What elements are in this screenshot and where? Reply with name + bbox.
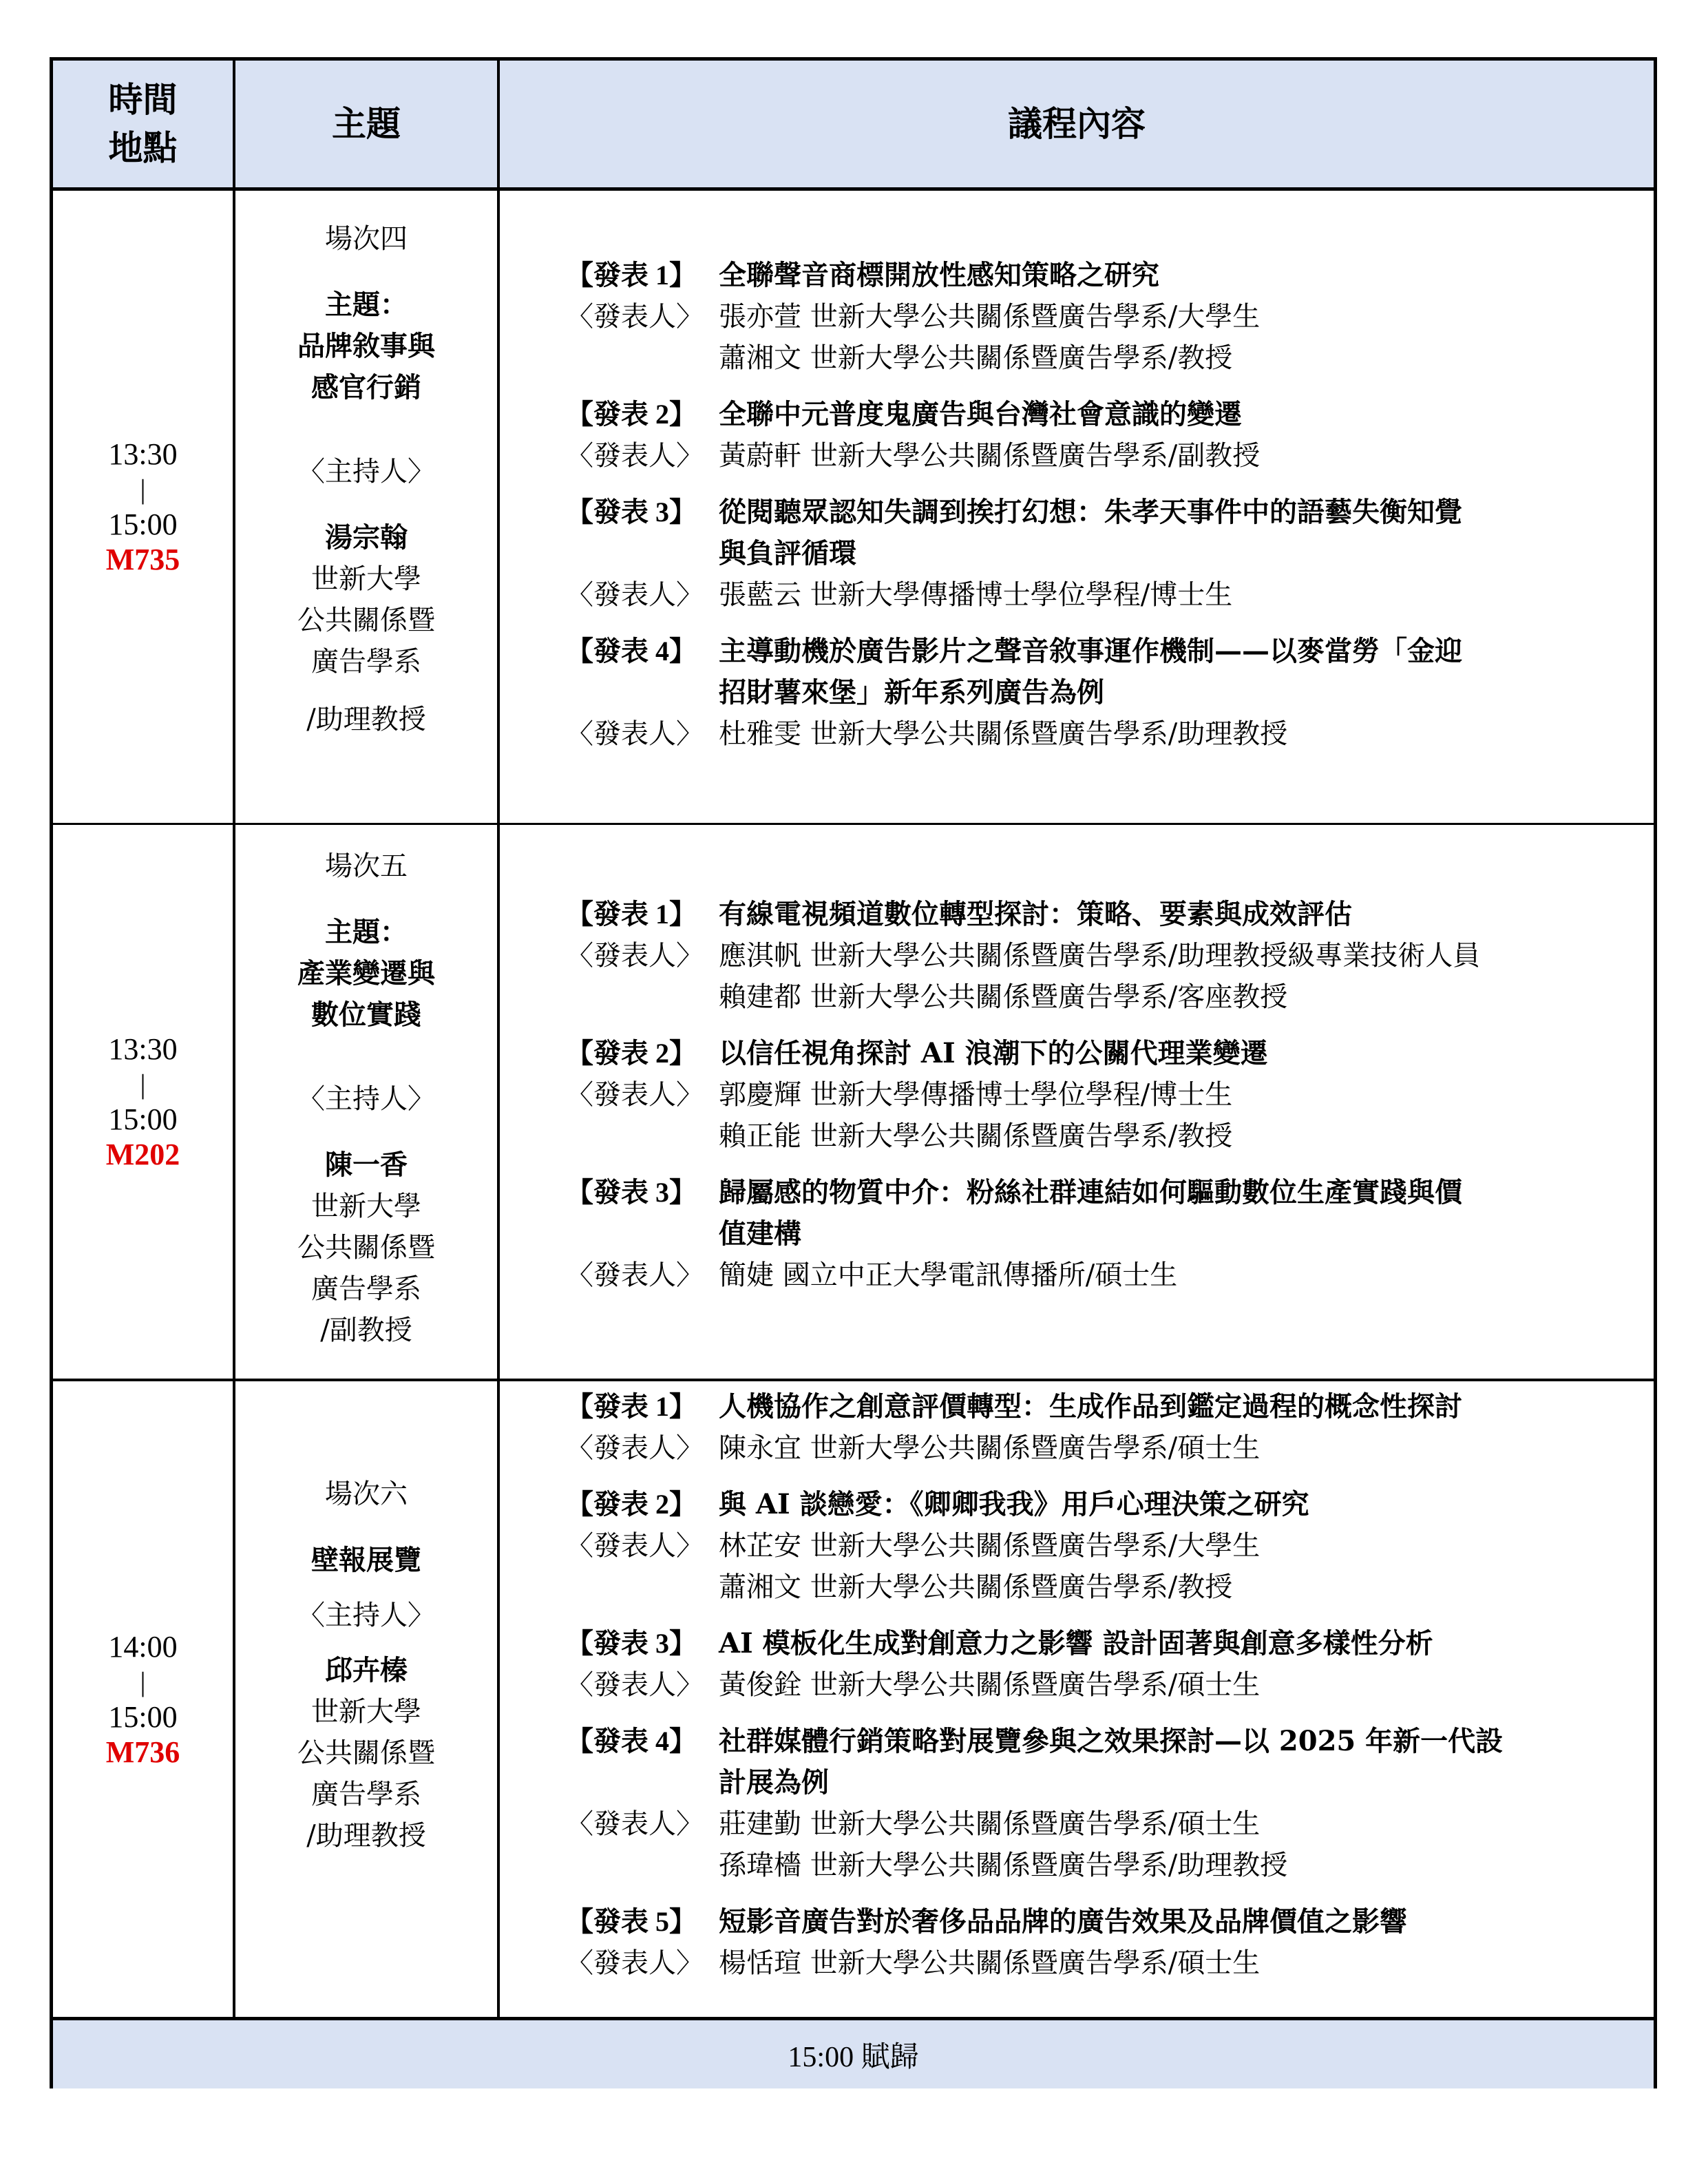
room-number: M735 [105, 543, 180, 576]
presentation-item [566, 255, 1708, 379]
end-time: 15:00 [108, 1699, 178, 1734]
presenter-label: 〈發表人〉 [566, 579, 704, 610]
session-agenda [566, 255, 1708, 770]
presentation-title: 社群媒體行銷策略對展覽參與之效果探討—以 2025 年新一代設 [719, 1725, 1504, 1757]
presentation-item [566, 1901, 1708, 1984]
presentation-tag: 【發表 2】 [566, 399, 697, 430]
presentation-item [566, 394, 1708, 477]
presentation-title: 短影音廣告對於奢侈品品牌的廣告效果及品牌價值之影響 [719, 1905, 1407, 1938]
presentation-item [566, 1484, 1708, 1608]
presentation-tag: 【發表 3】 [566, 1177, 697, 1208]
room-number: M202 [105, 1138, 180, 1171]
time-separator: | [140, 1069, 146, 1100]
presenter: 黃俊銓 世新大學公共關係暨廣告學系/碩士生 [719, 1669, 1261, 1701]
end-time: 15:00 [108, 507, 178, 541]
header-place-label: 地點 [108, 128, 178, 168]
start-time: 13:30 [108, 1032, 178, 1066]
presentation-tag: 【發表 2】 [566, 1489, 697, 1520]
session-label: 場次四 [325, 223, 408, 255]
presentation-title-cont: 招財薯來堡」新年系列廣告為例 [719, 676, 1104, 709]
presentation-tag: 【發表 1】 [566, 899, 697, 930]
session-topic [235, 825, 497, 1351]
presenter: 應淇帆 世新大學公共關係暨廣告學系/助理教授級專業技術人員 [719, 940, 1481, 972]
presenter-label: 〈發表人〉 [566, 1669, 704, 1700]
presentation-tag: 【發表 1】 [566, 260, 697, 291]
presenter-label: 〈發表人〉 [566, 440, 704, 471]
topic-label: 主題： [325, 916, 408, 948]
host-affiliation: 公共關係暨 [297, 605, 435, 636]
presentation-item [566, 1033, 1708, 1157]
presentation-item [566, 631, 1708, 755]
topic-line: 壁報展覽 [311, 1543, 421, 1576]
header-time-place [53, 61, 233, 187]
presentation-title: 主導動機於廣告影片之聲音敘事運作機制——以麥當勞「金迎 [719, 635, 1462, 667]
end-time: 15:00 [108, 1102, 178, 1136]
presentation-item [566, 1386, 1708, 1469]
presenter-label: 〈發表人〉 [566, 1432, 704, 1463]
start-time: 13:30 [108, 437, 178, 471]
host-affiliation: 公共關係暨 [297, 1232, 435, 1264]
presentation-tag: 【發表 5】 [566, 1906, 697, 1937]
presentation-tag: 【發表 3】 [566, 1628, 697, 1659]
presentation-item [566, 492, 1708, 616]
presenter: 黃蔚軒 世新大學公共關係暨廣告學系/副教授 [719, 440, 1261, 472]
presenter: 張亦萱 世新大學公共關係暨廣告學系/大學生 [719, 301, 1261, 333]
presenter: 杜雅雯 世新大學公共關係暨廣告學系/助理教授 [719, 718, 1288, 750]
presenter: 簡婕 國立中正大學電訊傳播所/碩士生 [719, 1259, 1178, 1291]
presenter: 賴正能 世新大學公共關係暨廣告學系/教授 [719, 1120, 1233, 1152]
session-label: 場次五 [325, 850, 408, 882]
start-time: 14:00 [108, 1629, 178, 1664]
presenter: 賴建都 世新大學公共關係暨廣告學系/客座教授 [719, 981, 1288, 1013]
presentation-tag: 【發表 3】 [566, 496, 697, 527]
session-topic [235, 191, 497, 740]
presenter: 郭慶輝 世新大學傳播博士學位學程/博士生 [719, 1079, 1233, 1111]
presentation-title-cont: 值建構 [719, 1217, 801, 1250]
presentation-tag: 【發表 2】 [566, 1038, 697, 1069]
presentation-title: 以信任視角探討 AI 浪潮下的公關代理業變遷 [719, 1037, 1268, 1069]
host-title: /助理教授 [306, 704, 426, 735]
presentation-tag: 【發表 4】 [566, 636, 697, 667]
host-label: 〈主持人〉 [297, 1083, 435, 1115]
host-name: 邱卉榛 [325, 1653, 408, 1686]
session-time-place [53, 825, 233, 1379]
topic-line: 品牌敘事與 [297, 330, 435, 362]
presenter-label: 〈發表人〉 [566, 718, 704, 749]
topic-line: 產業變遷與 [297, 957, 435, 989]
host-affiliation: 廣告學系 [311, 646, 421, 678]
host-label: 〈主持人〉 [297, 456, 435, 488]
header-topic: 主題 [332, 104, 401, 144]
presentation-item [566, 1721, 1708, 1886]
presentation-item [566, 1172, 1708, 1296]
host-name: 湯宗翰 [325, 521, 408, 554]
time-separator: | [140, 474, 146, 505]
host-name: 陳一香 [325, 1149, 408, 1181]
column-divider [497, 61, 500, 2017]
presenter-label: 〈發表人〉 [566, 1259, 704, 1290]
presenter: 林芷安 世新大學公共關係暨廣告學系/大學生 [719, 1530, 1261, 1562]
presentation-item [566, 1623, 1708, 1706]
presentation-title: 從閱聽眾認知失調到挨打幻想：朱孝天事件中的語藝失衡知覺 [719, 496, 1462, 528]
presentation-title: 有線電視頻道數位轉型探討：策略、要素與成效評估 [719, 898, 1352, 930]
presenter: 孫瑋檣 世新大學公共關係暨廣告學系/助理教授 [719, 1850, 1288, 1881]
presentation-title: 全聯中元普度鬼廣告與台灣社會意識的變遷 [719, 398, 1242, 430]
host-affiliation: 世新大學 [311, 1695, 421, 1728]
session-label: 場次六 [325, 1478, 408, 1510]
presenter-label: 〈發表人〉 [566, 940, 704, 971]
presentation-title: 人機協作之創意評價轉型：生成作品到鑑定過程的概念性探討 [719, 1390, 1462, 1423]
table-header [53, 61, 1654, 191]
agenda-table [50, 57, 1657, 2088]
host-affiliation: 廣告學系 [311, 1778, 421, 1810]
session-topic [235, 1381, 497, 2017]
presentation-title-cont: 計展為例 [719, 1766, 829, 1799]
presenter: 蕭湘文 世新大學公共關係暨廣告學系/教授 [719, 1571, 1233, 1603]
time-separator: | [140, 1666, 146, 1697]
host-affiliation: 公共關係暨 [297, 1737, 435, 1769]
topic-label: 主題： [325, 289, 408, 321]
host-title: /助理教授 [306, 1819, 426, 1852]
presentation-item [566, 894, 1708, 1018]
presenter-label: 〈發表人〉 [566, 1808, 704, 1839]
presentation-title: 歸屬感的物質中介：粉絲社群連結如何驅動數位生產實踐與價 [719, 1176, 1462, 1208]
presentation-tag: 【發表 4】 [566, 1726, 697, 1757]
host-affiliation: 世新大學 [311, 563, 421, 595]
topic-line: 感官行銷 [311, 371, 421, 404]
closing-text: 15:00 賦歸 [788, 2041, 919, 2073]
session-agenda [566, 894, 1708, 1311]
presenter: 莊建勤 世新大學公共關係暨廣告學系/碩士生 [719, 1808, 1261, 1840]
header-time-label: 時間 [108, 80, 178, 120]
presenter: 楊恬瑄 世新大學公共關係暨廣告學系/碩士生 [719, 1947, 1261, 1979]
header-agenda: 議程內容 [1008, 104, 1146, 144]
presentation-title-cont: 與負評循環 [719, 537, 856, 569]
presenter-label: 〈發表人〉 [566, 301, 704, 332]
presentation-title: 與 AI 談戀愛：《卿卿我我》用戶心理決策之研究 [719, 1488, 1309, 1520]
presenter: 陳永宜 世新大學公共關係暨廣告學系/碩士生 [719, 1432, 1261, 1464]
closing-row [53, 2017, 1654, 2088]
topic-line: 數位實踐 [311, 998, 421, 1031]
presentation-title: 全聯聲音商標開放性感知策略之研究 [719, 259, 1159, 291]
presenter-label: 〈發表人〉 [566, 1079, 704, 1110]
host-title: /副教授 [320, 1315, 412, 1346]
presenter: 張藍云 世新大學傳播博士學位學程/博士生 [719, 579, 1233, 611]
session-agenda [566, 1386, 1708, 1984]
host-affiliation: 世新大學 [311, 1191, 421, 1222]
presenter: 蕭湘文 世新大學公共關係暨廣告學系/教授 [719, 342, 1233, 374]
presenter-label: 〈發表人〉 [566, 1530, 704, 1561]
presentation-tag: 【發表 1】 [566, 1391, 697, 1422]
presenter-label: 〈發表人〉 [566, 1947, 704, 1978]
host-affiliation: 廣告學系 [311, 1273, 421, 1305]
host-label: 〈主持人〉 [297, 1599, 435, 1631]
session-time-place [53, 1381, 233, 2017]
presentation-title: AI 模板化生成對創意力之影響 設計固著與創意多樣性分析 [719, 1627, 1433, 1659]
session-time-place [53, 191, 233, 823]
room-number: M736 [105, 1735, 180, 1769]
